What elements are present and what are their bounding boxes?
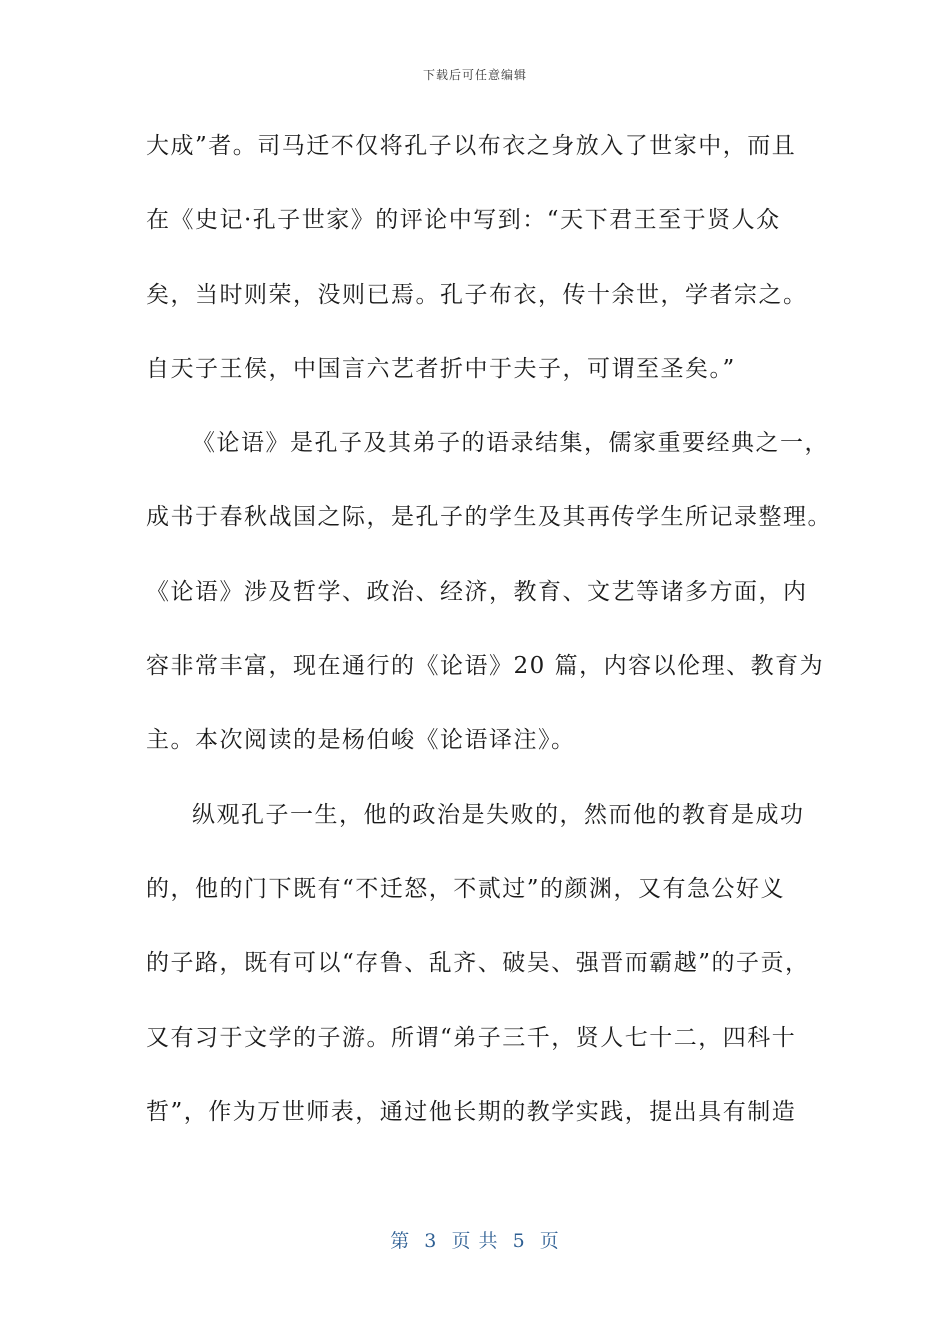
- header-note: 下载后可任意编辑: [422, 68, 527, 82]
- text-line: 大成”者。司马迁不仅将孔子以布衣之身放入了世家中，而且: [146, 133, 797, 159]
- text-line: 矣，当时则荣，没则已焉。孔子布衣，传十余世，学者宗之。: [146, 281, 808, 308]
- document-body: [146, 118, 832, 1158]
- text-line: 的子路，既有可以“存鲁、乱齐、破吴、强晋而霸越”的子贡，: [146, 950, 810, 977]
- text-line: 在《史记·孔子世家》的评论中写到：“天下君王至于贤人众: [146, 207, 781, 234]
- text-line: 纵观孔子一生，他的政治是失败的，然而他的教育是成功: [192, 801, 805, 828]
- text-line: 的，他的门下既有“不迁怒，不贰过”的颜渊，又有急公好义: [146, 875, 786, 902]
- text-line: 哲”，作为万世师表，通过他长期的教学实践，提出具有制造: [146, 1098, 797, 1125]
- text-line: 《论语》是孔子及其弟子的语录结集，儒家重要经典之一，: [192, 430, 829, 457]
- text-line: 容非常丰富，现在通行的《论语》20 篇，内容以伦理、教育为: [146, 653, 825, 680]
- text-line: 又有习于文学的子游。所谓“弟子三千，贤人七十二，四科十: [146, 1024, 797, 1051]
- text-line: 成书于春秋战国之际，是孔子的学生及其再传学生所记录整理。: [146, 504, 832, 531]
- text-line: 主。本次阅读的是杨伯峻《论语译注》。: [146, 727, 576, 754]
- text-line: 《论语》涉及哲学、政治、经济，教育、文艺等诸多方面，内: [146, 578, 808, 605]
- text-line: 自天子王侯，中国言六艺者折中于夫子，可谓至圣矣。”: [146, 355, 736, 382]
- page-number: 第 3 页 共 5 页: [390, 1230, 560, 1252]
